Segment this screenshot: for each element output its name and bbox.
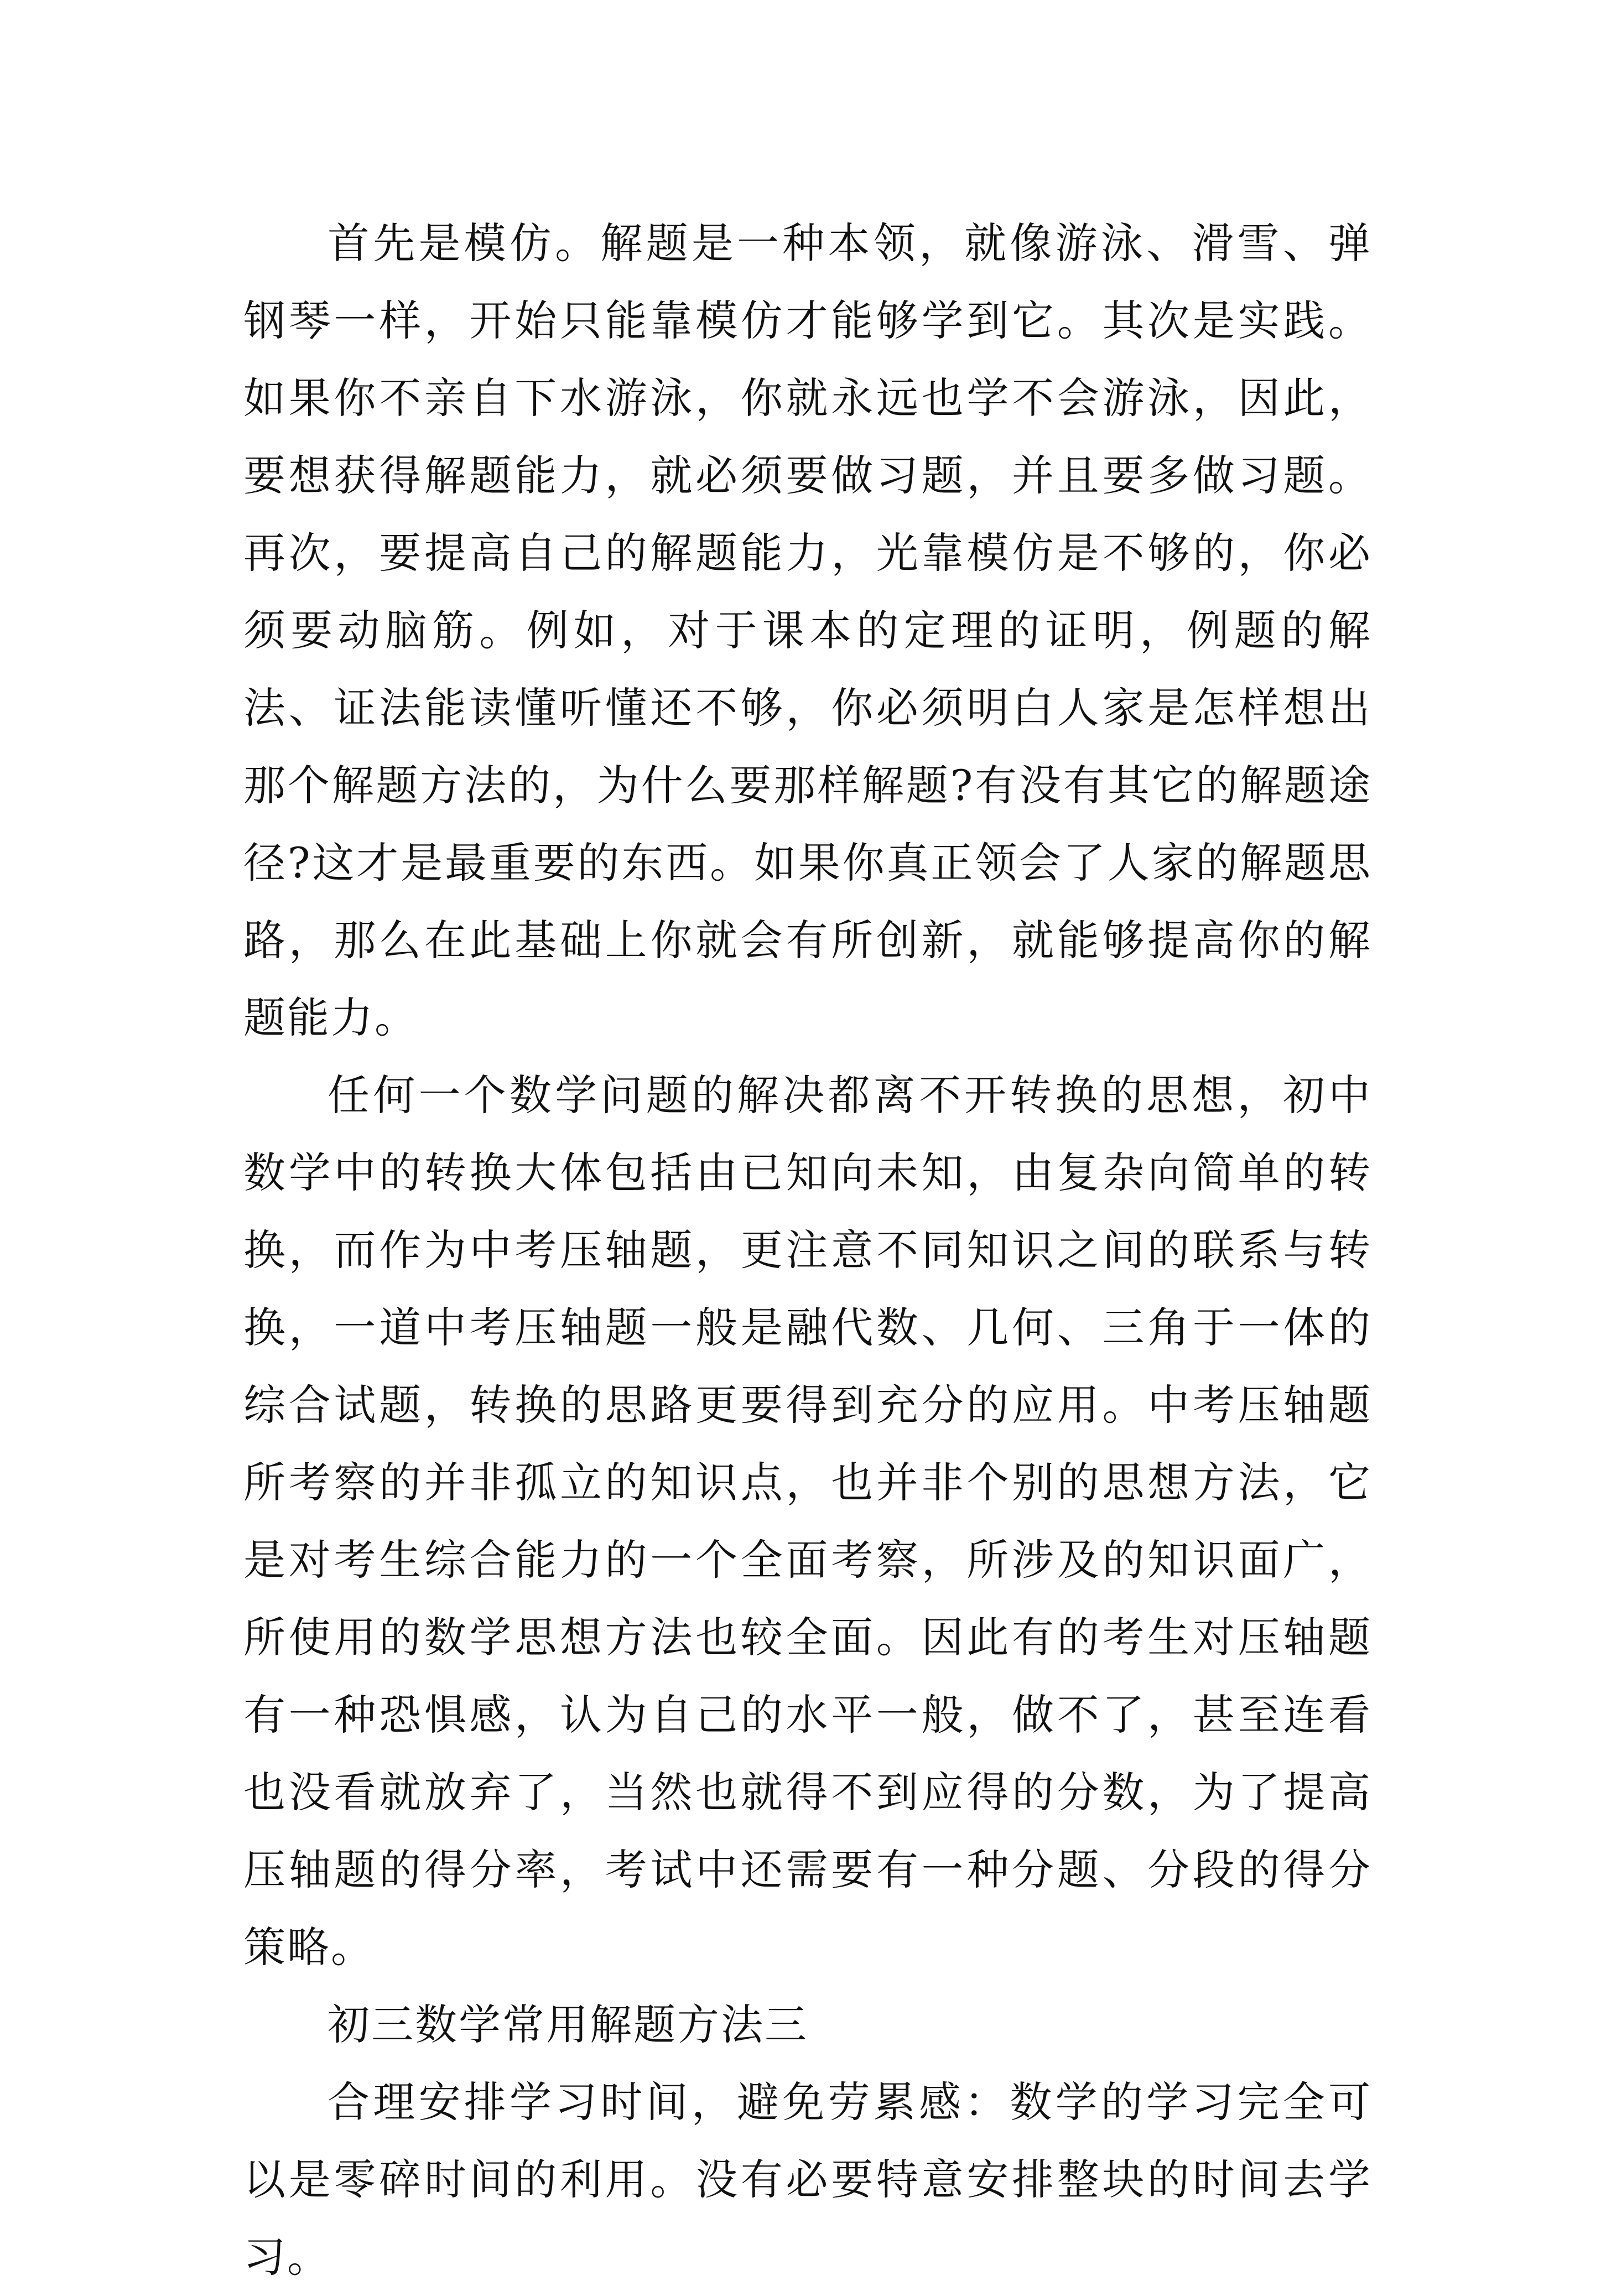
document-body <box>243 205 1372 2296</box>
paragraph-study-time: 合理安排学习时间，避免劳累感：数学的学习完全可以是零碎时间的利用。没有必要特意安排整块的时间去学习。 <box>243 2077 1372 2282</box>
paragraph-conversion-thinking: 任何一个数学问题的解决都离不开转换的思想，初中数学中的转换大体包括由已知向未知，由复杂向简单的转换，而作为中考压轴题，更注意不同知识之间的联系与转换，一道中考压轴题一般是融代数、几何、三角于一体的综合试题，转换的思路更要得到充分的应用。中考压轴题所考察的并非孤立的知识点，也并非个别的思想方法，它是对考生综合能力的一个全面考察，所涉及的知识面广，所使用的数学思想方法也较全面。因此有的考生对压轴题有一种恐惧感，认为自己的水平一般，做不了，甚至连看也没看就放弃了，当然也就得不到应得的分数，为了提高压轴题的得分率，考试中还需要有一种分题、分段的得分策略。 <box>243 1071 1372 1972</box>
section-heading: 初三数学常用解题方法三 <box>328 2000 808 2049</box>
paragraph-imitation-practice: 首先是模仿。解题是一种本领，就像游泳、滑雪、弹钢琴一样，开始只能靠模仿才能够学到它。其次是实践。如果你不亲自下水游泳，你就永远也学不会游泳，因此，要想获得解题能力，就必须要做习题，并且要多做习题。再次，要提高自己的解题能力，光靠模仿是不够的，你必须要动脑筋。例如，对于课本的定理的证明，例题的解法、证法能读懂听懂还不够，你必须明白人家是怎样想出那个解题方法的，为什么要那样解题?有没有其它的解题途径?这才是最重要的东西。如果你真正领会了人家的解题思路，那么在此基础上你就会有所创新，就能够提高你的解题能力。 <box>243 219 1372 1042</box>
